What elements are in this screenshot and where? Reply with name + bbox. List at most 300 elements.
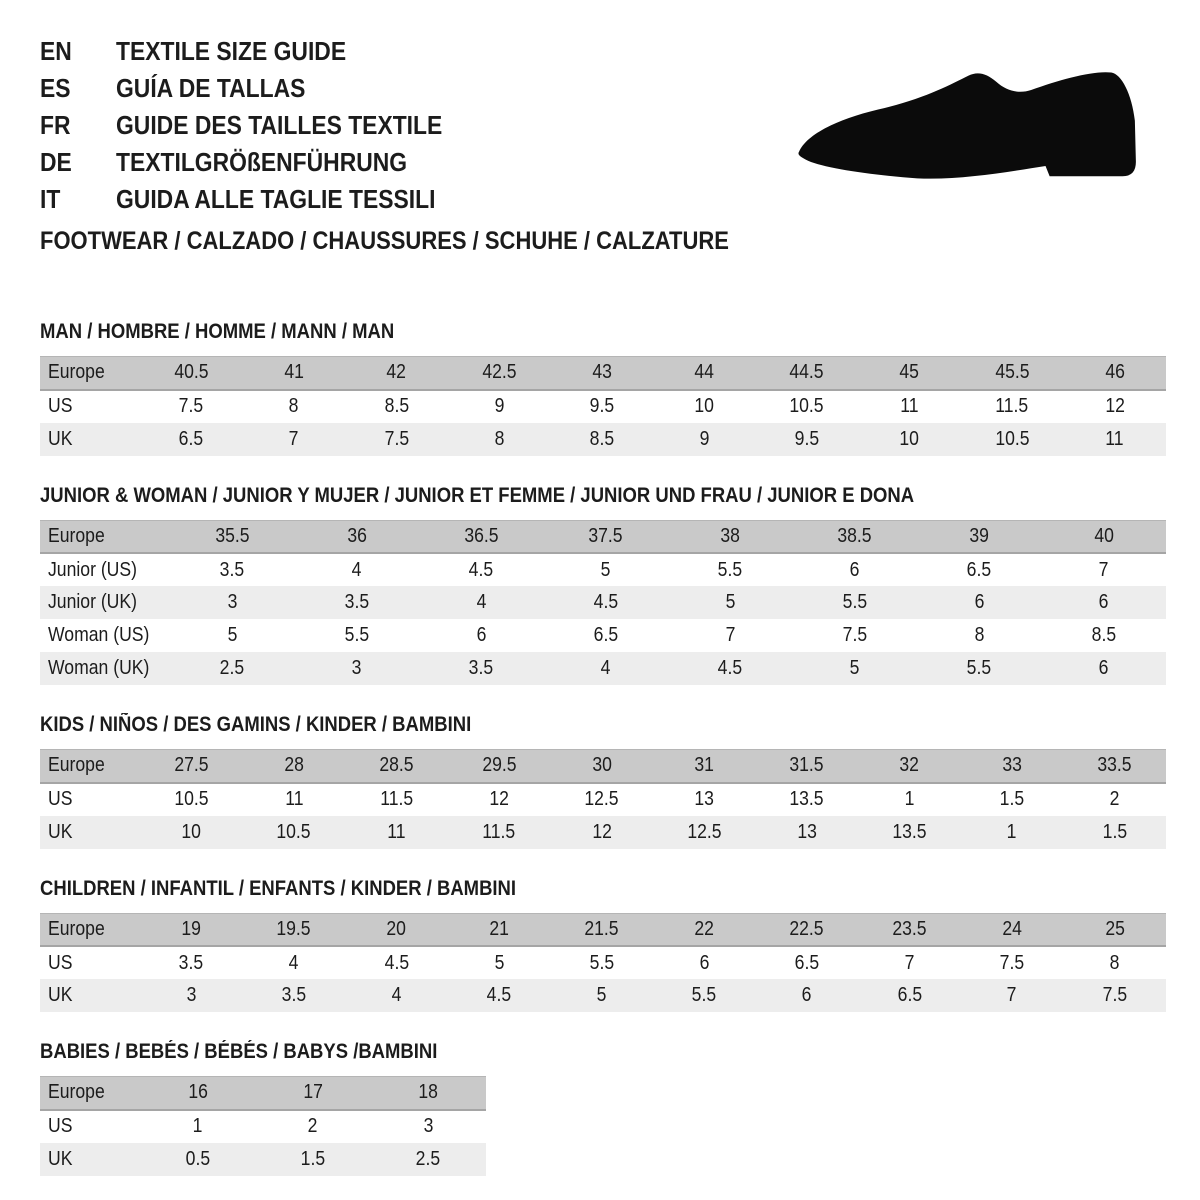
size-table-section-junior-woman xyxy=(40,484,1200,686)
row-label-text: UK xyxy=(48,820,73,843)
size-cell xyxy=(419,652,544,685)
size-value: 24 xyxy=(1002,917,1022,940)
size-cell xyxy=(448,423,551,456)
size-cell xyxy=(140,1143,255,1176)
size-cell xyxy=(345,979,448,1012)
size-value: 33 xyxy=(1002,754,1022,777)
size-value: 5.5 xyxy=(718,558,743,581)
size-cell xyxy=(419,586,544,619)
size-value: 46 xyxy=(1104,361,1125,384)
size-cell xyxy=(140,913,243,946)
size-cell xyxy=(140,946,243,979)
size-value: 12 xyxy=(489,788,509,810)
size-cell xyxy=(345,750,448,783)
size-cell xyxy=(1063,913,1166,946)
size-value: 8 xyxy=(288,395,299,417)
size-cell xyxy=(961,423,1064,456)
size-cell xyxy=(255,1077,370,1110)
size-cell xyxy=(255,1110,370,1143)
row-label-text: US xyxy=(48,1115,73,1137)
size-value: 17 xyxy=(303,1081,323,1104)
size-cell xyxy=(345,946,448,979)
size-value: 3 xyxy=(351,657,362,679)
size-cell xyxy=(345,423,448,456)
section-title-text: JUNIOR & WOMAN / JUNIOR Y MUJER / JUNIOR ET FEMME / JUNIOR UND FRAU / JUNIOR E DONA xyxy=(40,483,915,507)
size-cell xyxy=(961,979,1064,1012)
language-title-text: GUIDA ALLE TAGLIE TESSILI xyxy=(116,184,436,214)
language-row xyxy=(40,181,800,218)
size-value: 10.5 xyxy=(276,820,312,843)
section-title-text: MAN / HOMBRE / HOMME / MANN / MAN xyxy=(40,320,395,343)
size-value: 8.5 xyxy=(1091,624,1116,646)
table-row xyxy=(40,816,1166,849)
size-value: 10.5 xyxy=(174,788,209,810)
size-value: 44 xyxy=(694,361,715,384)
language-title xyxy=(116,184,479,215)
size-value: 4 xyxy=(391,984,402,1006)
size-cell xyxy=(1063,979,1166,1012)
size-cell xyxy=(917,520,1042,553)
size-cell xyxy=(550,783,653,816)
size-value: 6 xyxy=(699,951,710,974)
size-cell xyxy=(550,816,653,849)
size-value: 3 xyxy=(186,984,197,1006)
size-value: 13.5 xyxy=(789,788,824,810)
size-value: 6 xyxy=(1098,591,1109,613)
size-cell xyxy=(371,1143,486,1176)
language-code xyxy=(40,73,116,104)
size-value: 42.5 xyxy=(481,361,517,384)
size-table-section-babies xyxy=(40,1040,1200,1176)
size-cell xyxy=(448,816,551,849)
size-table-section-man xyxy=(40,320,1200,456)
size-value: 11.5 xyxy=(995,395,1029,417)
size-table-babies xyxy=(40,1076,486,1176)
size-value: 5.5 xyxy=(344,624,369,646)
row-label xyxy=(40,357,140,390)
size-cell xyxy=(756,357,859,390)
table-header-row xyxy=(40,357,1166,390)
language-code xyxy=(40,110,116,141)
size-cell xyxy=(668,520,793,553)
size-value: 19 xyxy=(181,917,202,940)
size-cell xyxy=(243,816,346,849)
table-header-row xyxy=(40,750,1166,783)
size-value: 10 xyxy=(694,395,715,417)
table-header-row xyxy=(40,913,1166,946)
language-title xyxy=(116,147,447,178)
size-value: 5 xyxy=(849,657,860,679)
language-title xyxy=(116,36,377,67)
language-row xyxy=(40,70,800,107)
size-cell xyxy=(858,816,961,849)
size-cell xyxy=(961,816,1064,849)
size-value: 4 xyxy=(351,558,362,581)
size-cell xyxy=(668,553,793,586)
size-table-junior-woman xyxy=(40,520,1166,686)
size-cell xyxy=(858,390,961,423)
size-cell xyxy=(756,816,859,849)
row-label xyxy=(40,423,140,456)
language-title xyxy=(116,73,331,104)
size-value: 36.5 xyxy=(464,524,499,547)
size-cell xyxy=(793,619,918,652)
size-value: 6.5 xyxy=(179,427,204,450)
row-label-text: US xyxy=(48,788,73,810)
size-cell xyxy=(544,652,669,685)
table-row xyxy=(40,652,1166,685)
size-cell xyxy=(653,913,756,946)
section-title xyxy=(40,713,1200,736)
size-value: 6 xyxy=(1098,657,1109,679)
size-value: 5 xyxy=(227,624,238,646)
size-cell xyxy=(255,1143,370,1176)
size-cell xyxy=(243,913,346,946)
table-row xyxy=(40,783,1166,816)
size-value: 5 xyxy=(596,984,607,1006)
size-value: 10 xyxy=(899,427,920,450)
language-row xyxy=(40,33,800,70)
size-cell xyxy=(345,390,448,423)
size-cell xyxy=(917,553,1042,586)
size-cell xyxy=(295,619,420,652)
row-label-text: Junior (US) xyxy=(48,558,138,581)
row-label-text: Europe xyxy=(48,361,105,384)
size-value: 6.5 xyxy=(593,624,618,646)
size-value: 1 xyxy=(1007,820,1017,843)
size-cell xyxy=(550,423,653,456)
size-value: 7 xyxy=(904,951,915,974)
size-tables xyxy=(40,320,1200,1176)
language-title xyxy=(116,110,487,141)
size-cell xyxy=(170,553,295,586)
size-value: 7.5 xyxy=(999,951,1025,974)
size-value: 6.5 xyxy=(794,951,820,974)
size-value: 10.5 xyxy=(789,395,824,417)
size-value: 44.5 xyxy=(789,361,824,384)
row-label xyxy=(40,1077,140,1110)
size-value: 6.5 xyxy=(897,984,922,1006)
size-cell xyxy=(668,619,793,652)
section-title xyxy=(40,1040,1200,1063)
size-value: 3.5 xyxy=(469,657,494,679)
size-cell xyxy=(371,1077,486,1110)
language-row xyxy=(40,107,800,144)
size-value: 28 xyxy=(284,754,304,777)
size-value: 38.5 xyxy=(837,524,872,547)
size-value: 6.5 xyxy=(967,558,992,581)
size-cell xyxy=(756,979,859,1012)
size-cell xyxy=(345,357,448,390)
size-value: 5 xyxy=(725,591,736,613)
row-label xyxy=(40,946,140,979)
size-value: 4.5 xyxy=(593,591,618,613)
size-cell xyxy=(793,520,918,553)
row-label-text: Junior (UK) xyxy=(48,591,138,613)
size-value: 45 xyxy=(899,361,920,384)
size-value: 40 xyxy=(1093,524,1114,547)
size-cell xyxy=(544,520,669,553)
size-cell xyxy=(961,946,1064,979)
size-cell xyxy=(858,783,961,816)
size-cell xyxy=(653,357,756,390)
size-value: 1.5 xyxy=(1102,820,1127,843)
language-title-list xyxy=(40,33,800,218)
table-row xyxy=(40,619,1166,652)
size-value: 13 xyxy=(797,820,817,843)
table-row xyxy=(40,1143,486,1176)
size-cell xyxy=(1063,783,1166,816)
size-cell xyxy=(668,652,793,685)
size-value: 12 xyxy=(591,820,612,843)
size-cell xyxy=(1042,520,1167,553)
size-cell xyxy=(1042,652,1167,685)
size-value: 33.5 xyxy=(1097,754,1132,777)
size-value: 37.5 xyxy=(588,524,623,547)
size-cell xyxy=(1042,586,1167,619)
size-value: 7.5 xyxy=(179,395,204,417)
language-title-text: TEXTILGRÖßENFÜHRUNG xyxy=(116,147,408,177)
size-value: 11 xyxy=(900,395,919,417)
size-cell xyxy=(917,619,1042,652)
section-title-text: CHILDREN / INFANTIL / ENFANTS / KINDER / BAMBINI xyxy=(40,876,517,900)
size-cell xyxy=(243,750,346,783)
size-value: 12 xyxy=(1104,395,1125,417)
table-row xyxy=(40,1110,486,1143)
size-value: 12.5 xyxy=(584,788,619,810)
size-cell xyxy=(550,357,653,390)
table-header-row xyxy=(40,1077,486,1110)
size-cell xyxy=(140,357,243,390)
size-cell xyxy=(243,946,346,979)
size-value: 36 xyxy=(346,524,367,547)
size-value: 43 xyxy=(591,361,612,384)
size-cell xyxy=(170,619,295,652)
size-value: 12.5 xyxy=(687,820,722,843)
size-cell xyxy=(295,586,420,619)
row-label-text: UK xyxy=(48,427,73,450)
size-cell xyxy=(1063,750,1166,783)
row-label xyxy=(40,913,140,946)
size-value: 7.5 xyxy=(1102,984,1127,1006)
size-cell xyxy=(653,750,756,783)
size-cell xyxy=(756,946,859,979)
size-value: 5.5 xyxy=(967,657,992,679)
size-cell xyxy=(756,783,859,816)
size-value: 11 xyxy=(284,788,304,810)
row-label xyxy=(40,619,170,652)
size-cell xyxy=(1042,619,1167,652)
size-cell xyxy=(756,913,859,946)
size-value: 7 xyxy=(1098,558,1109,581)
table-row xyxy=(40,423,1166,456)
size-cell xyxy=(170,520,295,553)
size-cell xyxy=(653,390,756,423)
size-value: 3.5 xyxy=(220,558,245,581)
size-cell xyxy=(550,979,653,1012)
size-value: 4 xyxy=(600,657,611,679)
size-value: 38 xyxy=(720,524,741,547)
size-cell xyxy=(1063,390,1166,423)
size-cell xyxy=(793,586,918,619)
language-title-text: TEXTILE SIZE GUIDE xyxy=(116,36,347,66)
size-value: 11.5 xyxy=(379,788,413,810)
size-cell xyxy=(544,586,669,619)
row-label xyxy=(40,783,140,816)
size-table-section-children xyxy=(40,877,1200,1013)
size-cell xyxy=(295,652,420,685)
section-title xyxy=(40,320,1200,343)
size-cell xyxy=(448,390,551,423)
size-value: 1 xyxy=(904,788,915,810)
size-cell xyxy=(917,652,1042,685)
size-cell xyxy=(345,816,448,849)
size-value: 6 xyxy=(974,591,985,613)
size-cell xyxy=(345,913,448,946)
size-cell xyxy=(170,586,295,619)
language-code xyxy=(40,36,116,67)
size-cell xyxy=(448,783,551,816)
size-table-children xyxy=(40,913,1166,1013)
row-label xyxy=(40,979,140,1012)
size-cell xyxy=(756,390,859,423)
size-cell xyxy=(140,390,243,423)
row-label xyxy=(40,520,170,553)
size-value: 42 xyxy=(386,361,407,384)
header xyxy=(40,33,1200,218)
row-label-text: US xyxy=(48,395,73,417)
size-cell xyxy=(858,913,961,946)
size-value: 4.5 xyxy=(486,984,512,1006)
size-value: 3.5 xyxy=(281,984,307,1006)
size-cell xyxy=(243,390,346,423)
size-value: 21.5 xyxy=(584,917,619,940)
size-value: 5 xyxy=(494,951,504,974)
size-value: 2.5 xyxy=(416,1147,441,1170)
size-value: 1.5 xyxy=(999,788,1025,810)
size-cell xyxy=(419,553,544,586)
size-value: 6 xyxy=(801,984,812,1006)
size-cell xyxy=(140,979,243,1012)
row-label-text: Woman (US) xyxy=(48,624,150,646)
size-value: 2 xyxy=(308,1115,318,1137)
size-value: 13 xyxy=(694,788,715,810)
size-value: 3 xyxy=(227,591,238,613)
size-cell xyxy=(793,652,918,685)
size-cell xyxy=(550,946,653,979)
size-value: 8.5 xyxy=(384,395,409,417)
size-cell xyxy=(1042,553,1167,586)
size-value: 35.5 xyxy=(215,524,250,547)
row-label xyxy=(40,1110,140,1143)
size-value: 5 xyxy=(600,558,611,581)
size-value: 9.5 xyxy=(794,427,820,450)
size-table-man xyxy=(40,356,1166,456)
size-cell xyxy=(371,1110,486,1143)
size-value: 7.5 xyxy=(842,624,867,646)
size-value: 7 xyxy=(1007,984,1017,1006)
size-value: 27.5 xyxy=(174,754,209,777)
size-cell xyxy=(961,783,1064,816)
size-cell xyxy=(448,979,551,1012)
size-value: 4.5 xyxy=(469,558,494,581)
size-value: 1.5 xyxy=(300,1147,326,1170)
row-label-text: UK xyxy=(48,984,73,1006)
size-value: 13.5 xyxy=(892,820,927,843)
table-row xyxy=(40,553,1166,586)
row-label xyxy=(40,816,140,849)
size-cell xyxy=(140,1110,255,1143)
size-cell xyxy=(653,979,756,1012)
size-value: 7.5 xyxy=(384,427,409,450)
size-value: 4.5 xyxy=(384,951,409,974)
section-title xyxy=(40,484,1200,507)
language-code xyxy=(40,147,116,178)
size-value: 31.5 xyxy=(789,754,824,777)
language-code-text: ES xyxy=(40,73,71,103)
size-cell xyxy=(653,816,756,849)
size-cell xyxy=(140,750,243,783)
language-code-text: IT xyxy=(40,184,61,214)
size-cell xyxy=(756,423,859,456)
size-value: 16 xyxy=(187,1081,208,1104)
size-value: 4.5 xyxy=(718,657,743,679)
row-label xyxy=(40,586,170,619)
category-heading-text: FOOTWEAR / CALZADO / CHAUSSURES / SCHUHE / CALZATURE xyxy=(40,227,729,255)
size-value: 8 xyxy=(974,624,985,646)
size-cell xyxy=(1063,357,1166,390)
size-cell xyxy=(917,586,1042,619)
language-code-text: DE xyxy=(40,147,72,177)
size-value: 20 xyxy=(386,917,407,940)
size-cell xyxy=(448,750,551,783)
size-cell xyxy=(550,750,653,783)
size-value: 40.5 xyxy=(174,361,209,384)
size-cell xyxy=(419,619,544,652)
size-value: 4 xyxy=(476,591,487,613)
size-value: 45.5 xyxy=(994,361,1030,384)
size-value: 10 xyxy=(181,820,202,843)
size-value: 4 xyxy=(288,951,299,974)
size-value: 11 xyxy=(387,820,406,843)
language-title-text: GUÍA DE TALLAS xyxy=(116,73,306,103)
size-value: 0.5 xyxy=(185,1147,210,1170)
size-value: 18 xyxy=(418,1081,439,1104)
size-value: 30 xyxy=(591,754,612,777)
section-title-text: BABIES / BEBÉS / BÉBÉS / BABYS /BAMBINI xyxy=(40,1040,438,1063)
row-label xyxy=(40,652,170,685)
size-value: 39 xyxy=(969,524,990,547)
size-value: 2.5 xyxy=(220,657,245,679)
table-row xyxy=(40,946,1166,979)
size-cell xyxy=(448,913,551,946)
size-cell xyxy=(653,423,756,456)
size-table-kids xyxy=(40,749,1166,849)
size-cell xyxy=(345,783,448,816)
size-table-section-kids xyxy=(40,713,1200,849)
size-cell xyxy=(653,946,756,979)
size-value: 3.5 xyxy=(344,591,369,613)
size-value: 2 xyxy=(1109,788,1120,810)
category-heading xyxy=(40,227,1200,259)
size-value: 22 xyxy=(694,917,715,940)
section-title xyxy=(40,877,1200,900)
size-value: 6 xyxy=(476,624,487,646)
language-code xyxy=(40,184,116,215)
size-value: 7 xyxy=(288,427,299,450)
size-cell xyxy=(448,946,551,979)
row-label xyxy=(40,390,140,423)
